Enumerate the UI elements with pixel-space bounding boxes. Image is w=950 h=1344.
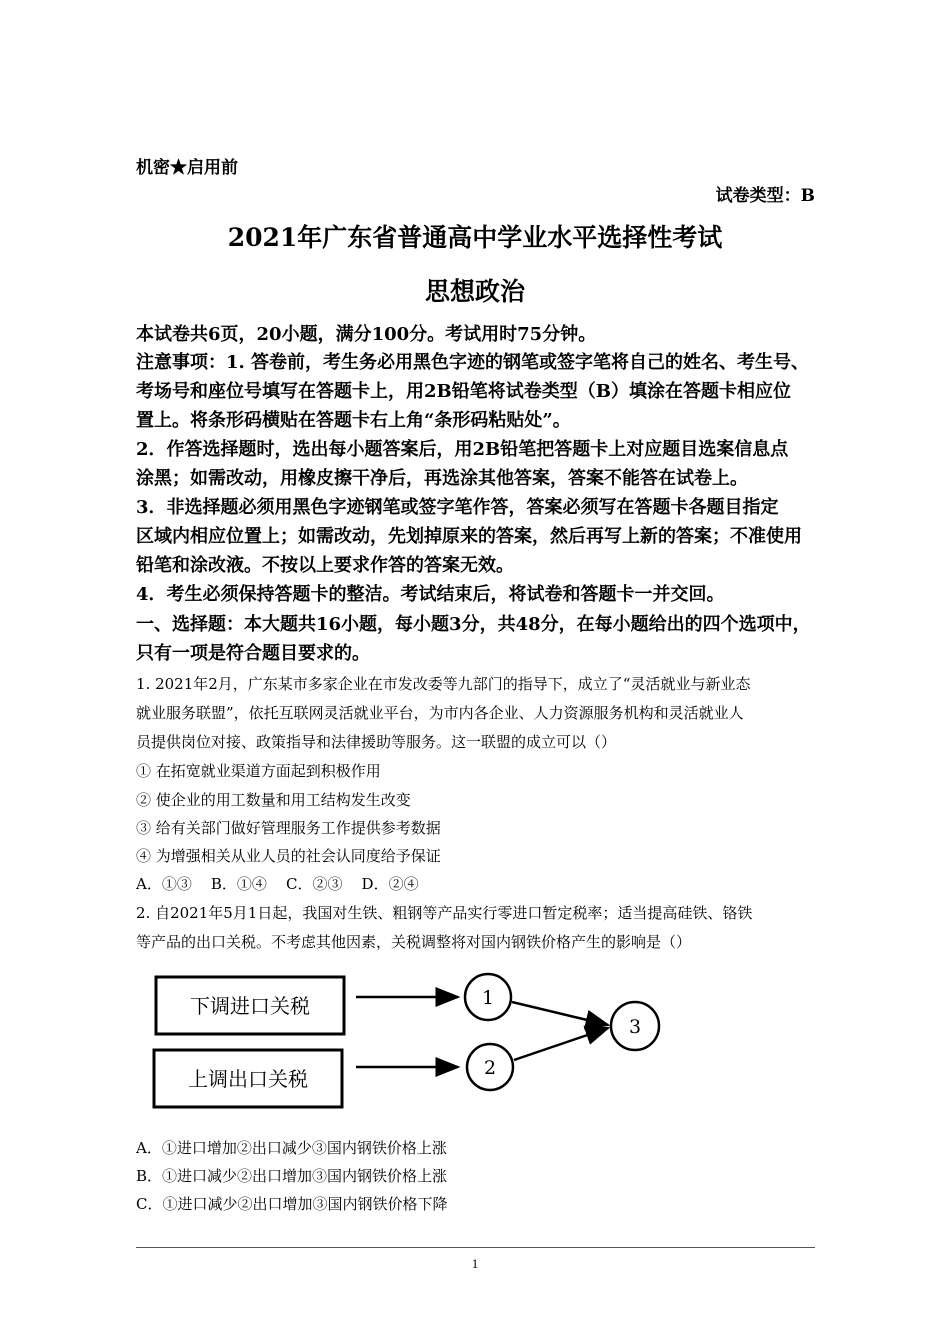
q2-option: B．①进口减少②出口增加③国内钢铁价格上涨: [136, 1167, 448, 1185]
note-line: 注意事项：1. 答卷前，考生务必用黑色字迹的钢笔或签字笔将自己的姓名、考生号、: [136, 352, 810, 373]
q1-stem: 1. 2021年2月，广东某市多家企业在市发改委等九部门的指导下，成立了“灵活就业与新业态: [136, 675, 751, 693]
note-line: 4．考生必须保持答题卡的整洁。考试结束后，将试卷和答题卡一并交回。: [136, 584, 725, 605]
q1-statement: ② 使企业的用工数量和用工结构发生改变: [136, 791, 411, 809]
confidential-label: 机密★启用前: [136, 158, 238, 178]
q2-stem: 等产品的出口关税。不考虑其他因素，关税调整将对国内钢铁价格产生的影响是（）: [136, 933, 692, 951]
q1-stem: 员提供岗位对接、政策指导和法律援助等服务。这一联盟的成立可以（）: [136, 733, 617, 751]
node-2-label: 2: [483, 1057, 497, 1079]
paper-type-label: 试卷类型：B: [715, 186, 815, 206]
box-lower-import-tariff-label: 下调进口关税: [190, 994, 310, 1018]
arrow-node2-to-node3: [514, 1028, 608, 1060]
exam-title: 2021年广东省普通高中学业水平选择性考试: [227, 223, 723, 252]
note-line: 3．非选择题必须用黑色字迹钢笔或签字笔作答，答案必须写在答题卡各题目指定: [136, 497, 779, 518]
q2-option: C．①进口减少②出口增加③国内钢铁价格下降: [136, 1195, 448, 1213]
intro-text: 本试卷共6页，20小题，满分100分。考试用时75分钟。: [136, 324, 597, 345]
q1-options: A．①③ B．①④ C．②③ D．②④: [136, 875, 419, 893]
tariff-flow-diagram: [150, 962, 670, 1122]
node-3-label: 3: [628, 1016, 642, 1038]
section-heading: 一、选择题：本大题共16小题，每小题3分，共48分，在每小题给出的四个选项中，: [136, 614, 811, 635]
note-line: 区域内相应位置上；如需改动，先划掉原来的答案，然后再写上新的答案；不准使用: [136, 526, 802, 547]
note-line: 置上。将条形码横贴在答题卡右上角“条形码粘贴处”。: [136, 410, 571, 431]
section-heading: 只有一项是符合题目要求的。: [136, 643, 370, 664]
subject-title: 思想政治: [424, 277, 525, 306]
box-raise-export-tariff-label: 上调出口关税: [188, 1067, 308, 1091]
q1-statement: ④ 为增强相关从业人员的社会认同度给予保证: [136, 847, 441, 865]
footer-divider: [136, 1247, 815, 1248]
page-number: 1: [471, 1256, 479, 1271]
q2-stem: 2. 自2021年5月1日起，我国对生铁、粗钢等产品实行零进口暂定税率；适当提高硅铁、铬铁: [136, 904, 753, 922]
q1-statement: ① 在拓宽就业渠道方面起到积极作用: [136, 762, 381, 780]
note-line: 考场号和座位号填写在答题卡上，用2B铅笔将试卷类型（B）填涂在答题卡相应位: [136, 381, 791, 402]
note-line: 铅笔和涂改液。不按以上要求作答的答案无效。: [136, 555, 514, 576]
arrow-node1-to-node3: [512, 1002, 608, 1025]
q1-stem: 就业服务联盟”，依托互联网灵活就业平台，为市内各企业、人力资源服务机构和灵活就业人: [136, 704, 744, 722]
q2-option: A．①进口增加②出口减少③国内钢铁价格上涨: [136, 1139, 447, 1157]
node-1-label: 1: [481, 987, 495, 1009]
note-line: 涂黑；如需改动，用橡皮擦干净后，再选涂其他答案，答案不能答在试卷上。: [136, 468, 748, 489]
note-line: 2．作答选择题时，选出每小题答案后，用2B铅笔把答题卡上对应题目选案信息点: [136, 439, 789, 460]
q1-statement: ③ 给有关部门做好管理服务工作提供参考数据: [136, 819, 441, 837]
